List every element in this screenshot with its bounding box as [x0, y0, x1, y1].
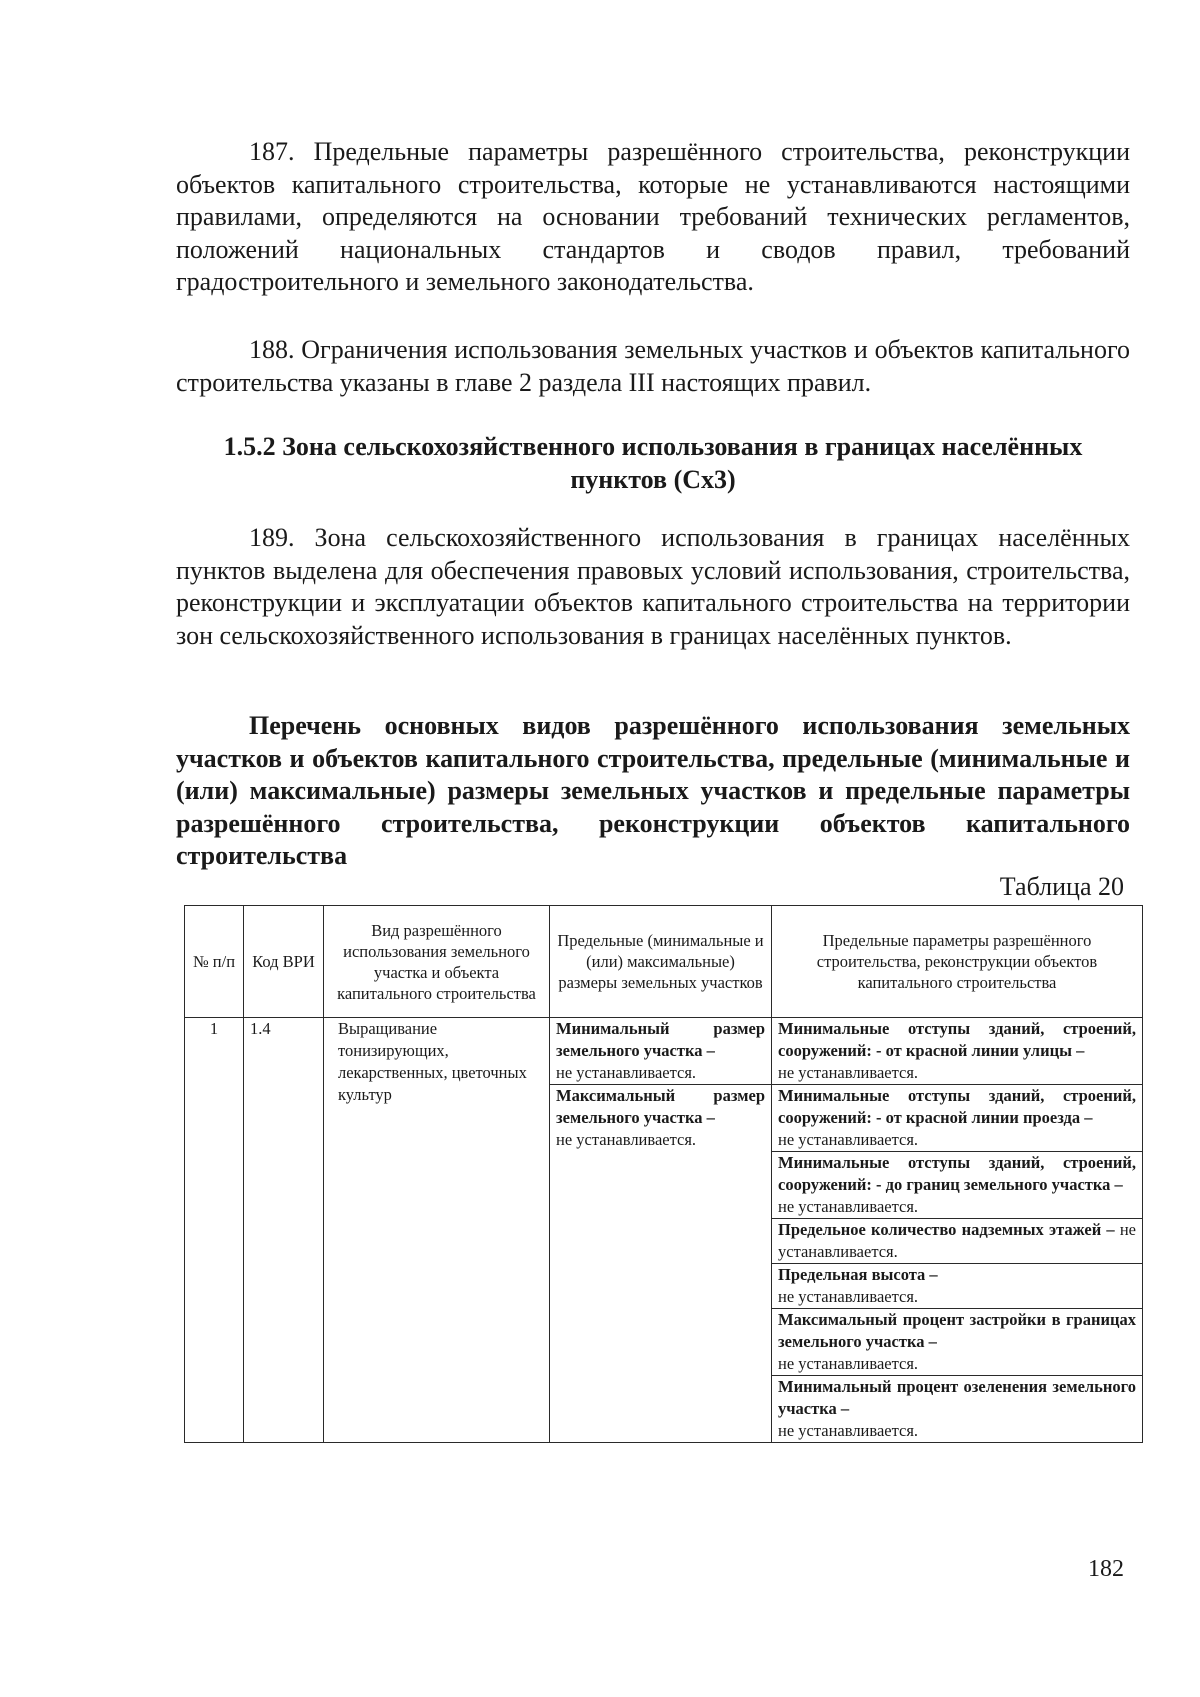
- paragraph-189: 189. Зона сельскохозяйственного использования в границах населённых пунктов выделена для обеспечения правовых условий использования, строительства, реконструкции и эксплуатации объектов капитального строительства на территории зон сельскохозяйственного использования в границах населённых пунктов.: [176, 523, 1130, 650]
- param-3: [772, 1152, 1142, 1219]
- param-1-sublabel: - от красной линии улицы –: [876, 1041, 1085, 1060]
- header-params: Предельные параметры разрешённого строительства, реконструкции объектов капитального строительства: [772, 906, 1143, 1018]
- table-row: [185, 1018, 1143, 1085]
- param-1-value: не устанавливается.: [778, 1063, 919, 1082]
- param-2-sublabel: - от красной линии проезда –: [876, 1108, 1093, 1127]
- param-5-value: не устанавливается.: [778, 1287, 919, 1306]
- size-max-value: не устанавливается.: [556, 1130, 697, 1149]
- param-7-label: Минимальный процент озеленения земельного участка –: [778, 1377, 1136, 1418]
- paragraph-188: 188. Ограничения использования земельных участков и объектов капитального строительства указаны в главе 2 раздела III настоящих правил.: [176, 335, 1130, 397]
- param-4-label: Предельное количество надземных этажей –: [778, 1220, 1115, 1239]
- param-6: [772, 1309, 1142, 1376]
- size-min-value: не устанавливается.: [556, 1063, 697, 1082]
- page-number: 182: [1088, 1556, 1124, 1582]
- table-label: Таблица 20: [999, 872, 1124, 901]
- param-1-label: Минимальные отступы зданий, строений, сооружений:: [778, 1019, 1136, 1060]
- param-4-value: не устанавливается.: [778, 1220, 1136, 1261]
- list-title: Перечень основных видов разрешённого использования земельных участков и объектов капитального строительства, предельные (минимальные и (или) максимальные) размеры земельных участков и предельные параметры разрешённого строительства, реконструкции объектов капитального строительства: [176, 711, 1130, 870]
- cell-params-group: [772, 1085, 1143, 1443]
- cell-size-max: [550, 1085, 772, 1443]
- zone-parameters-table: [184, 905, 1143, 1443]
- table-header-row: [185, 906, 1143, 1018]
- header-type: Вид разрешённого использования земельного участка и объекта капитального строительства: [324, 906, 550, 1018]
- param-3-label: Минимальные отступы зданий, строений, сооружений:: [778, 1153, 1136, 1194]
- param-2-label: Минимальные отступы зданий, строений, сооружений:: [778, 1086, 1136, 1127]
- cell-type: Выращивание тонизирующих, лекарственных, цветочных культур: [324, 1018, 550, 1443]
- param-5: [772, 1264, 1142, 1309]
- param-3-value: не устанавливается.: [778, 1197, 919, 1216]
- cell-code: 1.4: [244, 1018, 324, 1443]
- cell-num: 1: [185, 1018, 244, 1443]
- section-heading: 1.5.2 Зона сельскохозяйственного использования в границах населённых пунктов (Сх3): [223, 432, 1083, 494]
- param-2-value: не устанавливается.: [778, 1130, 919, 1149]
- param-6-label: Максимальный процент застройки в границах земельного участка –: [778, 1310, 1136, 1351]
- header-sizes: Предельные (минимальные и (или) максимальные) размеры земельных участков: [550, 906, 772, 1018]
- param-6-value: не устанавливается.: [778, 1354, 919, 1373]
- param-3-sublabel: - до границ земельного участка –: [876, 1175, 1123, 1194]
- cell-param-1: [772, 1018, 1143, 1085]
- size-max-label: Максимальный размер земельного участка –: [556, 1086, 765, 1127]
- cell-size-min: [550, 1018, 772, 1085]
- paragraph-187: 187. Предельные параметры разрешённого строительства, реконструкции объектов капитального строительства, которые не устанавливаются настоящими правилами, определяются на основании требований технических регламентов, положений национальных стандартов и сводов правил, требований градостроительного и земельного законодательства.: [176, 137, 1130, 296]
- header-num: № п/п: [185, 906, 244, 1018]
- param-7: [772, 1376, 1142, 1442]
- param-2: [772, 1085, 1142, 1152]
- param-7-value: не устанавливается.: [778, 1421, 919, 1440]
- size-min-label: Минимальный размер земельного участка –: [556, 1019, 765, 1060]
- header-code: Код ВРИ: [244, 906, 324, 1018]
- param-5-label: Предельная высота –: [778, 1265, 938, 1284]
- param-4: [772, 1219, 1142, 1264]
